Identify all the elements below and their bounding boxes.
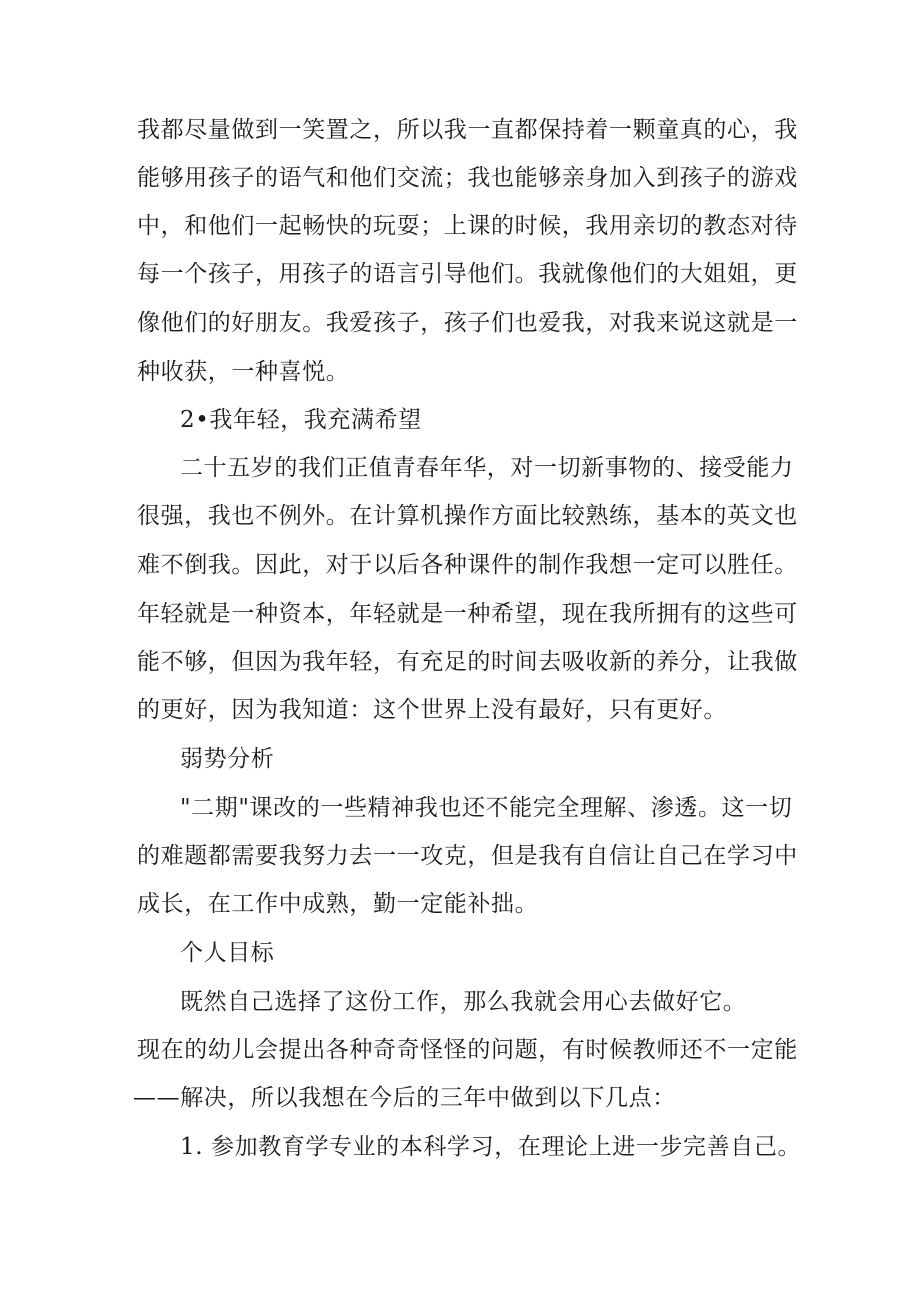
body-text-line: 难不倒我。因此，对于以后各种课件的制作我想一定可以胜任。 — [137, 552, 798, 578]
body-text-line: 现在的幼儿会提出各种奇奇怪怪的问题，有时候教师还不一定能 — [137, 1037, 798, 1063]
body-text-line: 二十五岁的我们正值青春年华，对一切新事物的、接受能力 — [180, 455, 794, 481]
body-text-line: 的难题都需要我努力去一一攻克，但是我有自信让自己在学习中 — [137, 843, 798, 869]
body-text-line: 能不够，但因为我年轻，有充足的时间去吸收新的养分，让我做 — [137, 649, 798, 675]
section-heading-weakness-analysis: 弱势分析 — [180, 746, 275, 772]
section-heading-young-hopeful: 2•我年轻，我充满希望 — [180, 407, 422, 433]
list-item: 1. 参加教育学专业的本科学习，在理论上进一步完善自己。 — [180, 1134, 802, 1160]
body-text-line: 能够用孩子的语气和他们交流；我也能够亲身加入到孩子的游戏 — [137, 165, 798, 191]
body-text-line: 中，和他们一起畅快的玩耍；上课的时候，我用亲切的教态对待 — [137, 213, 798, 239]
body-text-line: 年轻就是一种资本，年轻就是一种希望，现在我所拥有的这些可 — [137, 601, 798, 627]
body-text-line: ——解决，所以我想在今后的三年中做到以下几点： — [133, 1085, 676, 1111]
body-text-line: 的更好，因为我知道：这个世界上没有最好，只有更好。 — [137, 697, 727, 723]
body-text-line: 成长，在工作中成熟，勤一定能补拙。 — [137, 891, 539, 917]
section-heading-personal-goals: 个人目标 — [180, 940, 275, 966]
body-text-line: 很强，我也不例外。在计算机操作方面比较熟练，基本的英文也 — [137, 503, 798, 529]
body-text-line: 每一个孩子，用孩子的语言引导他们。我就像他们的大姐姐，更 — [137, 261, 798, 287]
body-text-line: 既然自己选择了这份工作，那么我就会用心去做好它。 — [180, 989, 747, 1015]
body-text-line: 我都尽量做到一笑置之，所以我一直都保持着一颗童真的心，我 — [137, 117, 798, 143]
body-text-line: "二期"课改的一些精神我也还不能完全理解、渗透。这一切 — [180, 795, 793, 821]
body-text-line: 像他们的好朋友。我爱孩子，孩子们也爱我，对我来说这就是一 — [137, 310, 798, 336]
body-text-line: 种收获，一种喜悦。 — [137, 359, 350, 385]
